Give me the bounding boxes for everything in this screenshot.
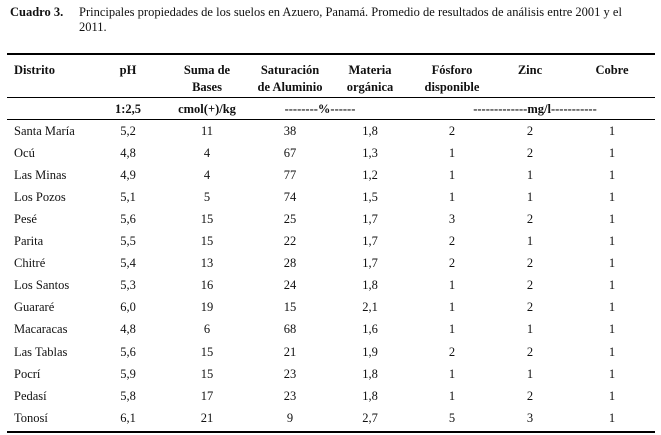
cell-fosforo: 2 bbox=[448, 124, 456, 138]
header-suma-line2: Bases bbox=[192, 80, 222, 94]
cell-cobre: 1 bbox=[608, 124, 616, 138]
cell-saturacion: 21 bbox=[283, 344, 297, 359]
table-row bbox=[0, 188, 661, 210]
cell-materia: 1,8 bbox=[362, 124, 378, 138]
cell-ph: 4,8 bbox=[120, 322, 136, 337]
cell-fosforo: 1 bbox=[448, 278, 456, 293]
cell-materia: 1,7 bbox=[362, 234, 378, 249]
cell-zinc: 3 bbox=[526, 410, 534, 425]
cell-saturacion: 77 bbox=[283, 168, 297, 183]
cell-suma: 4 bbox=[203, 146, 211, 161]
cell-suma: 17 bbox=[200, 388, 214, 403]
cell-saturacion: 23 bbox=[283, 366, 297, 381]
header-distrito: Distrito bbox=[14, 63, 55, 77]
cell-cobre: 1 bbox=[608, 234, 616, 249]
caption-text: Principales propiedades de los suelos en Azuero, Panamá. Promedio de resultados de análisis entre 2001 y el 2011. bbox=[79, 5, 622, 34]
cell-cobre: 1 bbox=[608, 212, 616, 227]
cell-cobre: 1 bbox=[608, 344, 616, 359]
cell-ph: 6,1 bbox=[120, 410, 136, 425]
cell-distrito: Ocú bbox=[14, 146, 35, 161]
header-materia-organica bbox=[335, 62, 405, 96]
cell-distrito: Guararé bbox=[14, 300, 55, 315]
table-row bbox=[0, 122, 661, 144]
header-suma-de-bases bbox=[172, 62, 242, 96]
cell-cobre: 1 bbox=[608, 256, 616, 271]
header-fosforo-line2: disponible bbox=[424, 80, 480, 94]
cell-fosforo: 1 bbox=[448, 146, 456, 161]
cell-fosforo: 3 bbox=[448, 212, 456, 227]
cell-materia: 2,7 bbox=[362, 410, 378, 425]
cell-distrito: Pocrí bbox=[14, 366, 41, 381]
cell-materia: 1,8 bbox=[362, 388, 378, 403]
cell-distrito: Los Pozos bbox=[14, 190, 66, 205]
table-row bbox=[0, 365, 661, 387]
cell-suma: 4 bbox=[203, 168, 211, 183]
table-row bbox=[0, 232, 661, 254]
cell-zinc: 1 bbox=[526, 168, 534, 183]
cell-cobre: 1 bbox=[608, 322, 616, 337]
header-materia-line2: orgánica bbox=[346, 80, 394, 94]
cell-saturacion: 74 bbox=[283, 190, 297, 205]
cell-fosforo: 1 bbox=[448, 190, 456, 205]
cell-suma: 16 bbox=[200, 278, 214, 293]
cell-materia: 1,9 bbox=[362, 344, 378, 359]
cell-suma: 15 bbox=[200, 212, 214, 227]
cell-cobre: 1 bbox=[608, 168, 616, 183]
cell-saturacion: 28 bbox=[283, 256, 297, 271]
cell-suma: 13 bbox=[200, 256, 214, 271]
bottom-rule bbox=[7, 431, 655, 433]
cell-cobre: 1 bbox=[608, 388, 616, 403]
cell-materia: 1,7 bbox=[362, 256, 378, 271]
cell-saturacion: 68 bbox=[283, 322, 297, 337]
header-cobre: Cobre bbox=[595, 63, 629, 77]
table-row bbox=[0, 409, 661, 431]
cell-zinc: 2 bbox=[526, 388, 534, 403]
table-row bbox=[0, 144, 661, 166]
cell-zinc: 2 bbox=[526, 256, 534, 271]
cell-materia: 1,8 bbox=[362, 366, 378, 381]
cell-distrito: Pedasí bbox=[14, 388, 47, 403]
cell-ph: 5,3 bbox=[120, 278, 136, 293]
cell-suma: 15 bbox=[200, 234, 214, 249]
cell-fosforo: 1 bbox=[448, 168, 456, 183]
cell-fosforo: 2 bbox=[448, 344, 456, 359]
header-saturacion-aluminio bbox=[250, 62, 330, 96]
cell-suma: 6 bbox=[203, 322, 211, 337]
header-saturacion-line2: de Aluminio bbox=[257, 80, 323, 94]
table-row bbox=[0, 166, 661, 188]
cell-fosforo: 1 bbox=[448, 366, 456, 381]
cell-saturacion: 23 bbox=[283, 388, 297, 403]
cell-ph: 5,2 bbox=[120, 124, 136, 138]
unit-percent: --------%------ bbox=[284, 102, 356, 116]
caption-label: Cuadro 3. bbox=[10, 5, 64, 19]
cell-materia: 1,6 bbox=[362, 322, 378, 337]
cell-saturacion: 15 bbox=[283, 300, 297, 315]
table-row bbox=[0, 254, 661, 276]
cell-fosforo: 5 bbox=[448, 410, 456, 425]
cell-cobre: 1 bbox=[608, 278, 616, 293]
cell-distrito: Tonosí bbox=[14, 410, 48, 425]
cell-ph: 5,4 bbox=[120, 256, 136, 271]
header-materia-line1: Materia bbox=[348, 63, 392, 77]
cell-distrito: Chitré bbox=[14, 256, 46, 271]
cell-fosforo: 1 bbox=[448, 388, 456, 403]
cell-suma: 19 bbox=[200, 300, 214, 315]
cell-saturacion: 25 bbox=[283, 212, 297, 227]
cell-ph: 6,0 bbox=[120, 300, 136, 315]
cell-materia: 1,2 bbox=[362, 168, 378, 183]
cell-ph: 4,8 bbox=[120, 146, 136, 161]
cell-suma: 15 bbox=[200, 366, 214, 381]
cell-zinc: 2 bbox=[526, 300, 534, 315]
header-rule bbox=[7, 97, 655, 98]
table-row bbox=[0, 387, 661, 409]
cell-zinc: 2 bbox=[526, 212, 534, 227]
cell-ph: 5,6 bbox=[120, 344, 136, 359]
cell-cobre: 1 bbox=[608, 410, 616, 425]
cell-suma: 5 bbox=[203, 190, 211, 205]
unit-mgl: -------------mg/l----------- bbox=[473, 102, 597, 116]
unit-suma: cmol(+)/kg bbox=[178, 102, 236, 116]
cell-saturacion: 38 bbox=[283, 124, 297, 138]
cell-ph: 5,6 bbox=[120, 212, 136, 227]
cell-suma: 11 bbox=[200, 124, 214, 138]
cell-materia: 2,1 bbox=[362, 300, 378, 315]
header-fosforo-disponible bbox=[412, 62, 492, 96]
cell-zinc: 1 bbox=[526, 234, 534, 249]
table-caption bbox=[10, 5, 650, 35]
cell-cobre: 1 bbox=[608, 300, 616, 315]
cell-fosforo: 1 bbox=[448, 322, 456, 337]
cell-saturacion: 67 bbox=[283, 146, 297, 161]
cell-distrito: Pesé bbox=[14, 212, 37, 227]
header-zinc: Zinc bbox=[517, 63, 543, 77]
cell-materia: 1,8 bbox=[362, 278, 378, 293]
cell-zinc: 1 bbox=[526, 322, 534, 337]
cell-materia: 1,7 bbox=[362, 212, 378, 227]
cell-cobre: 1 bbox=[608, 146, 616, 161]
cell-fosforo: 2 bbox=[448, 256, 456, 271]
cell-suma: 21 bbox=[200, 410, 214, 425]
cell-zinc: 2 bbox=[526, 278, 534, 293]
top-rule bbox=[7, 53, 655, 55]
cell-distrito: Parita bbox=[14, 234, 44, 249]
cell-materia: 1,3 bbox=[362, 146, 378, 161]
header-saturacion-line1: Saturación bbox=[260, 63, 320, 77]
cell-cobre: 1 bbox=[608, 366, 616, 381]
cell-fosforo: 2 bbox=[448, 234, 456, 249]
cell-zinc: 2 bbox=[526, 344, 534, 359]
table-row bbox=[0, 276, 661, 298]
cell-ph: 5,8 bbox=[120, 388, 136, 403]
cell-saturacion: 24 bbox=[283, 278, 297, 293]
cell-zinc: 1 bbox=[526, 190, 534, 205]
cell-distrito: Los Santos bbox=[14, 278, 70, 293]
cell-saturacion: 22 bbox=[283, 234, 297, 249]
table-row bbox=[0, 320, 661, 342]
cell-saturacion: 9 bbox=[286, 410, 294, 425]
cell-ph: 5,9 bbox=[120, 366, 136, 381]
cell-ph: 4,9 bbox=[120, 168, 136, 183]
cell-distrito: Santa María bbox=[14, 124, 75, 138]
cell-zinc: 2 bbox=[526, 124, 534, 138]
header-suma-line1: Suma de bbox=[183, 63, 231, 77]
cell-distrito: Las Tablas bbox=[14, 344, 68, 359]
table-row bbox=[0, 343, 661, 365]
cell-suma: 15 bbox=[200, 344, 214, 359]
cell-materia: 1,5 bbox=[362, 190, 378, 205]
header-fosforo-line1: Fósforo bbox=[431, 63, 473, 77]
unit-ph: 1:2,5 bbox=[114, 102, 142, 116]
table-row bbox=[0, 298, 661, 320]
cell-cobre: 1 bbox=[608, 190, 616, 205]
cell-ph: 5,5 bbox=[120, 234, 136, 249]
cell-distrito: Las Minas bbox=[14, 168, 67, 183]
cell-distrito: Macaracas bbox=[14, 322, 68, 337]
units-rule bbox=[7, 119, 655, 120]
table-row bbox=[0, 210, 661, 232]
header-ph: pH bbox=[119, 63, 137, 77]
cell-zinc: 2 bbox=[526, 146, 534, 161]
cell-ph: 5,1 bbox=[120, 190, 136, 205]
cell-fosforo: 1 bbox=[448, 300, 456, 315]
cell-zinc: 1 bbox=[526, 366, 534, 381]
